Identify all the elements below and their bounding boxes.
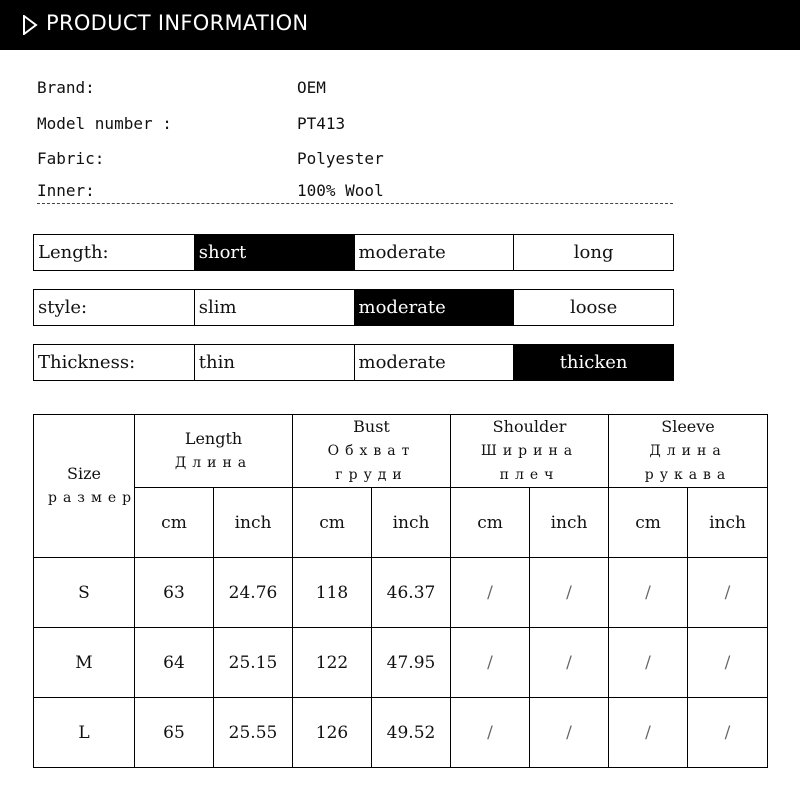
value-cell: / — [688, 698, 768, 768]
unit-cell: inch — [688, 488, 768, 558]
attr-option-moderate: moderate — [354, 235, 514, 270]
value-cell: / — [530, 698, 609, 768]
value-cell: 25.55 — [214, 698, 293, 768]
size-cell: L — [34, 698, 135, 768]
group-header-ru: Длина рукава — [644, 443, 732, 483]
info-row-inner — [37, 181, 384, 200]
table-units-row — [34, 488, 768, 558]
value-cell: / — [451, 558, 530, 628]
size-header-cell — [34, 415, 138, 558]
attr-option-long: long — [513, 235, 673, 270]
group-length-header — [135, 415, 293, 488]
value-cell: / — [688, 558, 768, 628]
size-table — [33, 414, 768, 768]
dashed-divider — [37, 203, 673, 204]
info-label: Inner: — [37, 181, 95, 200]
attr-option-short: short — [194, 235, 354, 270]
group-header-ru: Обхват груди — [327, 443, 416, 483]
value-cell: 49.52 — [372, 698, 451, 768]
value-cell: 65 — [135, 698, 214, 768]
group-header-ru: Ширина плеч — [480, 443, 579, 483]
value-cell: / — [530, 628, 609, 698]
page-title: PRODUCT INFORMATION — [46, 11, 309, 35]
info-row-fabric — [37, 149, 384, 168]
unit-cell: inch — [530, 488, 609, 558]
attr-option-thin: thin — [194, 345, 354, 380]
info-row-brand — [37, 78, 326, 97]
group-shoulder-header — [451, 415, 609, 488]
attr-option-moderate: moderate — [354, 290, 514, 325]
group-header-en: Bust — [353, 417, 390, 436]
info-value: OEM — [297, 78, 326, 97]
info-value: PT413 — [297, 114, 346, 133]
group-header-en: Length — [184, 429, 243, 448]
attr-option-thicken: thicken — [513, 345, 673, 380]
value-cell: 63 — [135, 558, 214, 628]
table-row — [34, 628, 768, 698]
unit-cell: cm — [293, 488, 372, 558]
info-value: 100% Wool — [297, 181, 384, 200]
attr-label: Length: — [38, 242, 109, 263]
table-row — [34, 558, 768, 628]
unit-cell: cm — [135, 488, 214, 558]
value-cell: 47.95 — [372, 628, 451, 698]
attr-row-style — [33, 289, 674, 326]
info-value: Polyester — [297, 149, 384, 168]
play-triangle-icon — [22, 15, 38, 35]
header-bar — [0, 0, 800, 50]
info-label: Brand: — [37, 78, 95, 97]
unit-cell: inch — [214, 488, 293, 558]
value-cell: / — [688, 628, 768, 698]
value-cell: 25.15 — [214, 628, 293, 698]
attr-option-moderate: moderate — [354, 345, 514, 380]
value-cell: / — [451, 628, 530, 698]
attr-row-thickness — [33, 344, 674, 381]
value-cell: / — [609, 698, 688, 768]
size-header-en: Size — [67, 464, 101, 483]
info-label: Model number : — [37, 114, 172, 133]
value-cell: 64 — [135, 628, 214, 698]
attr-label: Thickness: — [38, 352, 136, 373]
value-cell: 46.37 — [372, 558, 451, 628]
size-cell: S — [34, 558, 135, 628]
unit-cell: cm — [451, 488, 530, 558]
size-header-ru: размер — [48, 490, 138, 506]
value-cell: 122 — [293, 628, 372, 698]
info-label: Fabric: — [37, 149, 105, 168]
group-sleeve-header — [609, 415, 768, 488]
size-cell: M — [34, 628, 135, 698]
value-cell: 24.76 — [214, 558, 293, 628]
group-header-en: Shoulder — [492, 417, 567, 436]
value-cell: / — [609, 628, 688, 698]
unit-cell: cm — [609, 488, 688, 558]
group-bust-header — [293, 415, 451, 488]
value-cell: / — [451, 698, 530, 768]
attr-option-loose: loose — [513, 290, 673, 325]
attr-label: style: — [38, 297, 88, 318]
attr-row-length — [33, 234, 674, 271]
group-header-en: Sleeve — [661, 417, 715, 436]
table-row — [34, 698, 768, 768]
value-cell: 126 — [293, 698, 372, 768]
attr-option-slim: slim — [194, 290, 354, 325]
value-cell: / — [609, 558, 688, 628]
value-cell: 118 — [293, 558, 372, 628]
table-header-row — [34, 415, 768, 488]
value-cell: / — [530, 558, 609, 628]
unit-cell: inch — [372, 488, 451, 558]
group-header-ru: Длина — [174, 455, 253, 471]
info-row-model — [37, 114, 346, 133]
